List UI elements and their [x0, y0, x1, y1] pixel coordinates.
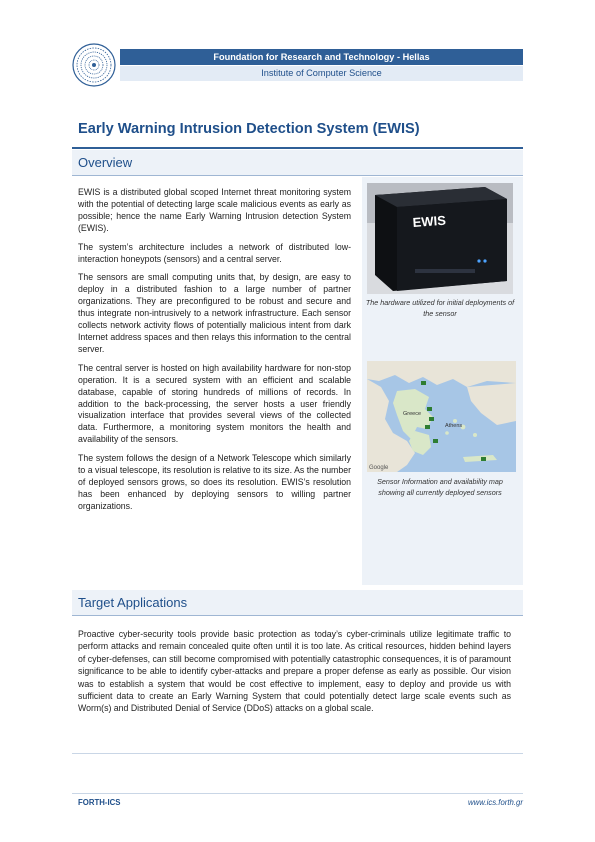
overview-paragraph-5: The system follows the design of a Network Telescope which similarly to a visual telescope, its resolution is relative to its size. As the number of deployed sensors grows, so does its resolution. EWIS’s resolution has been enhanced by deploying sensors to willing partner organizations.: [78, 453, 351, 511]
overview-paragraph-3: The sensors are small computing units that, by design, are easy to deploy in a distributed fashion to a large number of partner organizations. They are preconfigured to be robust and secure and thus integrate non-intrusively to a network infrastructure. Each sensor collects network activity flows of potentially malicious intent from dark Internet address spaces and then relays this information to the central server.: [78, 272, 351, 354]
institute-banner: Institute of Computer Science: [120, 66, 523, 81]
map-label-greece: Greece: [403, 411, 422, 417]
overview-text: [78, 187, 351, 520]
target-applications-heading: Target Applications: [72, 590, 523, 616]
footer-divider: [72, 793, 523, 794]
footer-org: FORTH-ICS: [78, 798, 121, 807]
overview-paragraph-2: The system’s architecture includes a network of distributed low-interaction honeypots (sensors) and a central server.: [78, 241, 351, 264]
sensor-hardware-photo: [367, 183, 513, 294]
overview-paragraph-1: EWIS is a distributed global scoped Internet threat monitoring system with the potential of detecting large scale malicious events as early as possible; hence the name Early Warning Intrusion detection System (EWIS).: [78, 187, 351, 233]
sensor-map: [367, 361, 516, 472]
sensor-marker-4: [425, 425, 430, 429]
sensor-marker-2: [427, 407, 432, 411]
map-label-google: Google: [369, 465, 389, 471]
greece-map-illustration: [367, 361, 516, 472]
map-caption: Sensor Information and availability map showing all currently deployed sensors: [377, 477, 503, 497]
organization-banner: Foundation for Research and Technology - Hellas: [120, 49, 523, 65]
sensor-marker-6: [481, 457, 486, 461]
content-bottom-divider: [72, 753, 523, 754]
target-applications-text: Proactive cyber-security tools provide basic protection as today’s cyber-criminals utilize legitimate traffic to perform attacks and remain concealed quite often until it is too late. As critical resources, hidden behind layers of cyber-defenses, can still become compromised with potentially catastrophic consequences, it is of paramount significance to be able to identify cyber-attacks and prepare a proper defense as early as possible. Our vision was to establish a system that would be cost effective to implement, easy to deploy and provide us with sufficient data to create an Early Warning System that could potentially detect large scale events such as Worm(s) and Distributed Denial of Service (DDoS) attacks on a global scale.: [78, 629, 511, 714]
ewis-label: EWIS: [412, 212, 447, 230]
sensor-marker-1: [421, 381, 426, 385]
page-title: Early Warning Intrusion Detection System (EWIS): [78, 121, 420, 137]
map-label-athens: Athens: [445, 423, 463, 429]
forth-logo-icon: [70, 42, 118, 88]
overview-heading: Overview: [72, 150, 523, 176]
photo-caption: The hardware utilized for initial deployments of the sensor: [365, 298, 515, 318]
sensor-marker-3: [429, 417, 434, 421]
overview-paragraph-4: The central server is hosted on high availability hardware for non-stop operation. It is a secured system with an efficient and scalable database, capable of storing hundreds of millions of records. In addition to the back-processing, the server hosts a user friendly visualization interface that provides several views of the collected data. Furthermore, a monitoring system monitors the health and availability of the sensors.: [78, 362, 351, 445]
title-divider: [72, 147, 523, 149]
footer-website-link[interactable]: www.ics.forth.gr: [467, 798, 523, 807]
sensor-marker-5: [433, 439, 438, 443]
sensor-box-illustration: [367, 183, 513, 294]
